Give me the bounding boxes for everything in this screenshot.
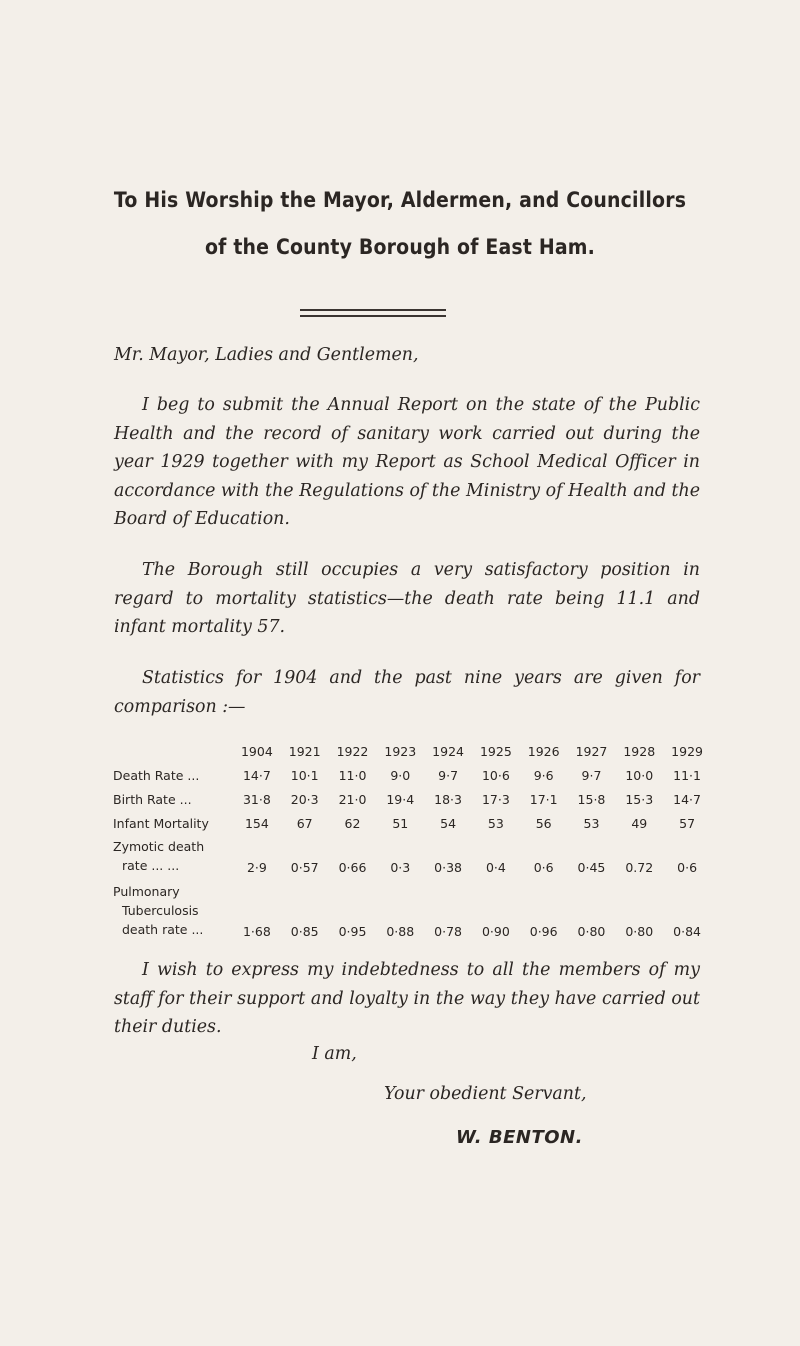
table-row-death-rate: [113, 759, 711, 783]
table-row-infant-mortality: [113, 807, 711, 831]
table-cell: 53: [583, 816, 600, 831]
closing-servant: Your obedient Servant,: [384, 1084, 587, 1104]
table-cell: 9·0: [390, 768, 411, 783]
table-cell: 15·3: [625, 792, 654, 807]
table-cell: 17·1: [529, 792, 558, 807]
year-header: 1928: [623, 744, 656, 759]
year-header: 1923: [384, 744, 417, 759]
closing-i-am: I am,: [312, 1044, 357, 1064]
table-cell: 20·3: [290, 792, 319, 807]
table-cell: 56: [535, 816, 552, 831]
table-cell: 51: [392, 816, 409, 831]
table-cell: 0·45: [577, 860, 606, 875]
table-cell: 67: [296, 816, 313, 831]
table-cell: 0·88: [386, 924, 415, 939]
table-cell: 11·1: [673, 768, 701, 783]
table-cell: 57: [679, 816, 696, 831]
year-header: 1925: [479, 744, 512, 759]
table-cell: 31·8: [242, 792, 271, 807]
table-cell: 54: [440, 816, 457, 831]
row-label: Infant Mortality: [113, 816, 209, 831]
table-cell: 0·66: [338, 860, 367, 875]
table-cell: 0·78: [434, 924, 462, 939]
year-header: 1927: [575, 744, 608, 759]
table-cell: 10·1: [290, 768, 319, 783]
table-cell: 2·9: [246, 860, 267, 875]
table-cell: 10·6: [481, 768, 510, 783]
table-cell: 17·3: [481, 792, 510, 807]
table-cell: 0·4: [485, 860, 506, 875]
table-cell: 0·80: [625, 924, 654, 939]
paragraph-thanks: I wish to express my indebtedness to all the members of my staff for their support and loyalty in the way they have carried out their duties.: [114, 960, 700, 1037]
table-cell: 0·3: [390, 860, 411, 875]
row-label: Death Rate ...: [113, 768, 200, 783]
table-cell: 154: [244, 816, 269, 831]
row-label: [113, 831, 233, 875]
table-cell: 11·0: [338, 768, 367, 783]
table-cell: 0·85: [290, 924, 319, 939]
signature: W. BENTON.: [456, 1127, 583, 1148]
paragraph-mortality: The Borough still occupies a very satisfactory position in regard to mortality statistics—the death rate being 11.1 and infant mortality 57.: [114, 560, 700, 637]
paragraph-report-intro: I beg to submit the Annual Report on the state of the Public Health and the record of sanitary work carried out during the year 1929 together with my Report as School Medical Officer in accordance with the Regulations of the Ministry of Health and the Board of Education.: [114, 395, 700, 529]
row-label: Birth Rate ...: [113, 792, 192, 807]
table-row-birth-rate: [113, 783, 711, 807]
year-header: 1904: [240, 744, 273, 759]
table-header-blank: [113, 737, 233, 759]
table-cell: 0·6: [533, 860, 554, 875]
year-header: 1926: [527, 744, 560, 759]
table-cell: 62: [344, 816, 361, 831]
table-cell: 53: [487, 816, 504, 831]
year-header: 1924: [432, 744, 464, 759]
table-cell: 0·84: [673, 924, 701, 939]
divider-rule-bottom: [300, 315, 446, 317]
table-header-row: [113, 737, 711, 759]
table-cell: 0·90: [481, 924, 510, 939]
table-row-tuberculosis-death-rate: [113, 875, 711, 939]
salutation: Mr. Mayor, Ladies and Gentlemen,: [114, 345, 419, 365]
row-label-line: Pulmonary: [113, 884, 180, 899]
table-cell: 14·7: [242, 768, 271, 783]
table-cell: 9·6: [533, 768, 554, 783]
table-cell: 0·6: [677, 860, 698, 875]
row-label-line: Zymotic death: [113, 839, 205, 854]
year-header: 1922: [336, 744, 369, 759]
table-cell: 10·0: [625, 768, 654, 783]
table-cell: 15·8: [577, 792, 606, 807]
year-header: 1921: [288, 744, 321, 759]
table-cell: 0·96: [529, 924, 558, 939]
heading-line-1: To His Worship the Mayor, Aldermen, and Councillors: [113, 188, 687, 212]
table-cell: 18·3: [434, 792, 462, 807]
table-cell: 9·7: [581, 768, 602, 783]
row-label-line: rate ... ...: [122, 858, 180, 873]
table-cell: 21·0: [338, 792, 367, 807]
table-cell: 19·4: [386, 792, 415, 807]
table-cell: 0·80: [577, 924, 606, 939]
heading-line-2: of the County Borough of East Ham.: [205, 235, 595, 259]
table-cell: 0.72: [625, 860, 654, 875]
row-label-line: death rate ...: [122, 922, 204, 937]
table-row-zymotic-death-rate: [113, 831, 711, 875]
table-cell: 14·7: [673, 792, 701, 807]
year-header: 1929: [671, 744, 703, 759]
statistics-table: [113, 737, 711, 939]
table-cell: 0·38: [434, 860, 462, 875]
table-cell: 49: [631, 816, 648, 831]
table-cell: 0·57: [290, 860, 319, 875]
table-cell: 1·68: [242, 924, 271, 939]
table-cell: 9·7: [438, 768, 459, 783]
row-label: [113, 875, 233, 939]
divider-rule-top: [300, 309, 446, 311]
paragraph-statistics-intro: Statistics for 1904 and the past nine years are given for comparison :—: [114, 668, 700, 717]
table-cell: 0·95: [338, 924, 367, 939]
row-label-line: Tuberculosis: [122, 903, 199, 918]
